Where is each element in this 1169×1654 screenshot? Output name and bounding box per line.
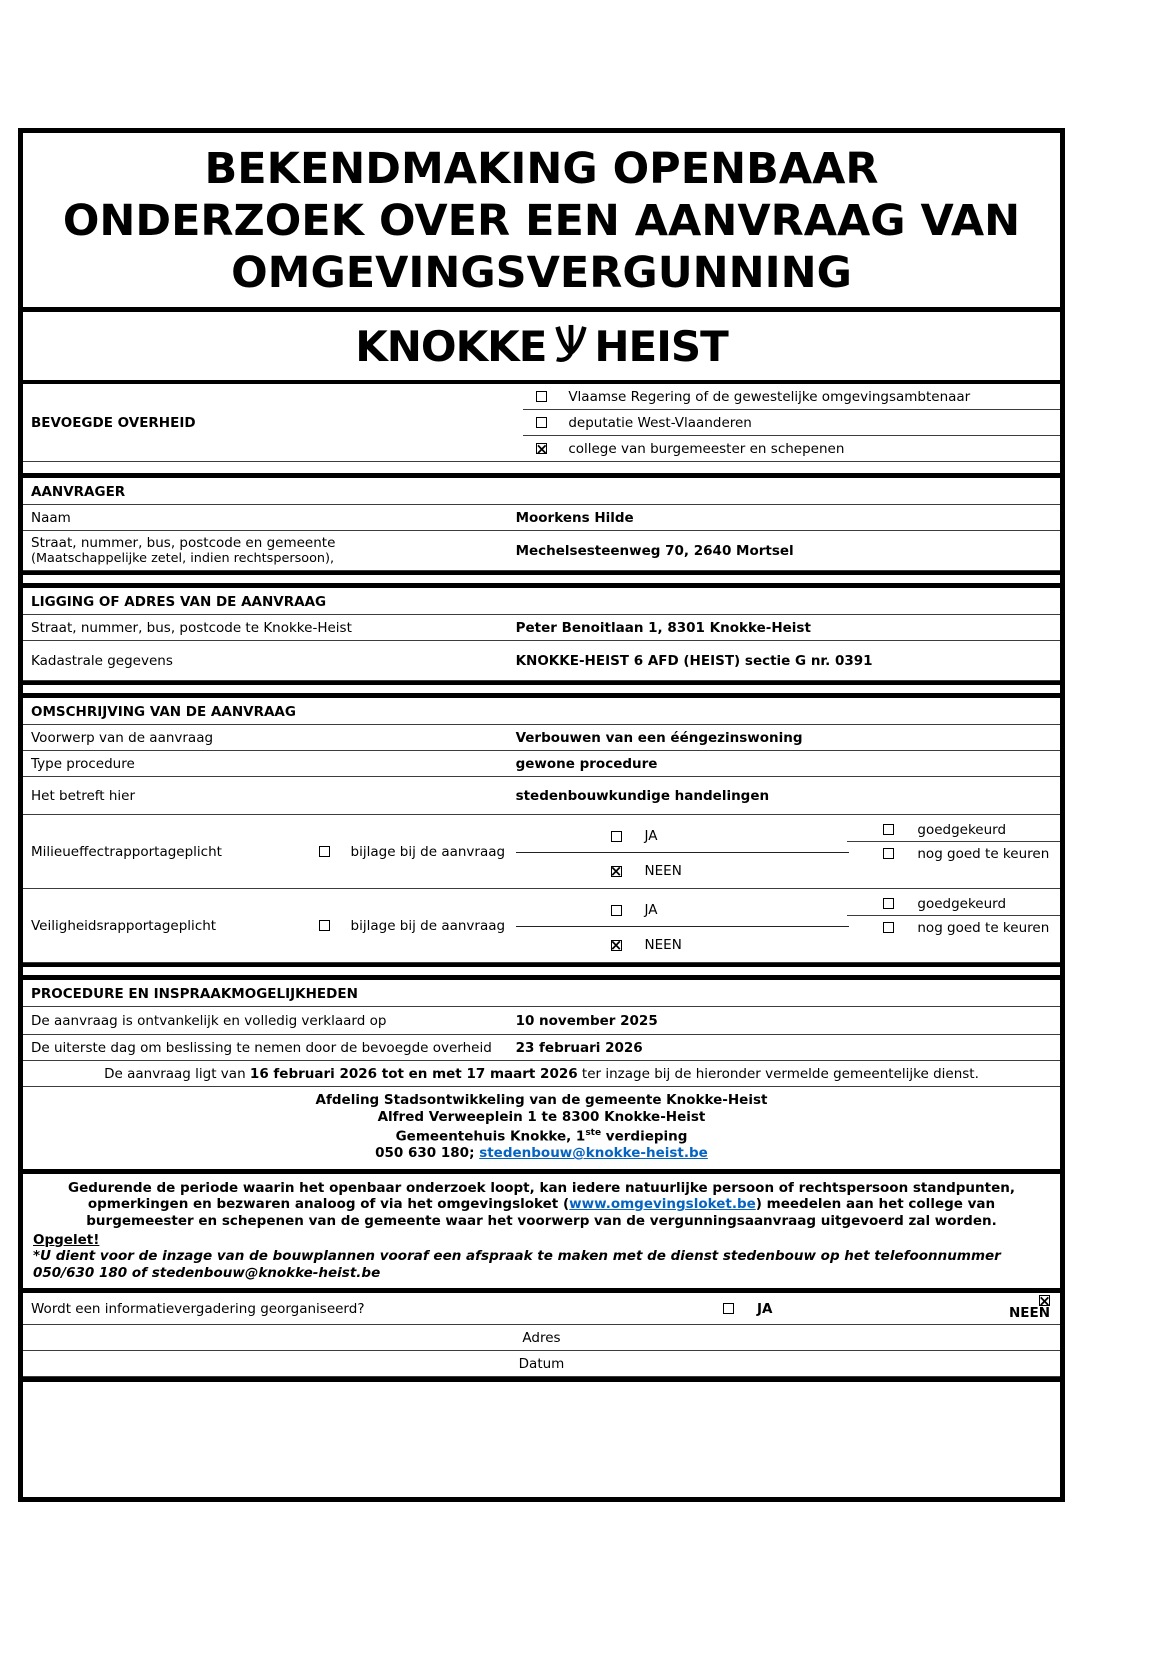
- knokke-heist-logo-icon: [550, 324, 592, 374]
- field-value: stedenbouwkundige handelingen: [515, 787, 770, 804]
- checkbox-option: [611, 902, 848, 918]
- checkbox-option: [1009, 1293, 1060, 1324]
- field-value: 10 november 2025: [515, 1012, 658, 1029]
- paragraph-part: Gedurende de periode waarin het openbaar onderzoek loopt, kan iedere natuurlijke persoon of rechtspersoon standpunten, opmerkingen en bezwaren analoog of via het omgevingsloket (: [67, 1179, 1016, 1212]
- inspraak-block: [23, 1169, 1060, 1294]
- field-label-line: Straat, nummer, bus, postcode en gemeente: [31, 535, 336, 551]
- superscript: ste: [585, 1128, 602, 1138]
- phone-number: 050 630 180;: [375, 1145, 480, 1161]
- checkbox-option: [847, 894, 1060, 913]
- field-label: Naam: [31, 509, 71, 526]
- veiligheid-noggoed-checkbox[interactable]: [883, 922, 894, 933]
- empty-section: [23, 1377, 1060, 1497]
- title-line: ONDERZOEK OVER EEN AANVRAAG VAN: [62, 196, 1021, 246]
- table-row: [23, 751, 1060, 777]
- datum-label: Datum: [518, 1355, 565, 1372]
- field-value: 23 februari 2026: [515, 1039, 643, 1056]
- informatievergadering-row: [23, 1293, 1060, 1325]
- field-value: Moorkens Hilde: [515, 509, 634, 526]
- title-line: OMGEVINGSVERGUNNING: [231, 248, 852, 298]
- inzage-period-row: [23, 1061, 1060, 1087]
- field-label: Voorwerp van de aanvraag: [31, 729, 214, 746]
- document-title: [23, 133, 1060, 312]
- checkbox-option: [723, 1293, 772, 1324]
- paragraph-part: ) meedelen aan het college van burgemeester en schepenen van de gemeente waar het voorwerp van de vergunningsaanvraag uitgevoerd zal worden.: [86, 1196, 997, 1229]
- option-label: deputatie West-Vlaanderen: [568, 414, 752, 431]
- section-spacer: [23, 963, 1060, 980]
- title-line: BEKENDMAKING OPENBAAR: [204, 144, 879, 194]
- inzage-prefix: De aanvraag ligt van: [104, 1065, 250, 1082]
- dienst-line: Alfred Verweeplein 1 te 8300 Knokke-Heist: [377, 1108, 706, 1125]
- milieueffect-ja-checkbox[interactable]: [611, 831, 622, 842]
- table-row: [23, 505, 1060, 531]
- divider: [847, 915, 1060, 916]
- dienst-line: Afdeling Stadsontwikkeling van de gemeente Knokke-Heist: [315, 1092, 768, 1108]
- section-header-procedure: PROCEDURE EN INSPRAAKMOGELIJKHEDEN: [23, 980, 1060, 1007]
- veiligheid-bijlage-checkbox[interactable]: [319, 920, 330, 931]
- dienst-line-part: verdieping: [601, 1128, 688, 1145]
- option-label: goedgekeurd: [917, 821, 1007, 838]
- table-row: [23, 641, 1060, 681]
- adres-label: Adres: [522, 1329, 561, 1346]
- option-label: nog goed te keuren: [917, 919, 1050, 936]
- college-checkbox[interactable]: [536, 443, 547, 454]
- table-row: [23, 531, 1060, 571]
- stedenbouw-email-link[interactable]: stedenbouw@knokke-heist.be: [479, 1145, 708, 1161]
- logo-text-left: KNOKKE: [355, 321, 547, 371]
- bijlage-label: bijlage bij de aanvraag: [350, 843, 506, 860]
- adres-row: [23, 1325, 1060, 1351]
- field-value: Peter Benoitlaan 1, 8301 Knokke-Heist: [515, 619, 811, 636]
- field-label-line: (Maatschappelijke zetel, indien rechtspersoon),: [31, 551, 335, 566]
- section-spacer: [23, 681, 1060, 698]
- rapportage-row-veiligheid: [23, 889, 1060, 963]
- field-label: Kadastrale gegevens: [31, 652, 173, 669]
- bijlage-label: bijlage bij de aanvraag: [350, 917, 506, 934]
- municipality-logo: [23, 312, 1060, 384]
- checkbox-option: [847, 918, 1060, 937]
- checkbox-option: [611, 863, 848, 879]
- section-spacer: [23, 571, 1060, 588]
- inzage-dates: 16 februari 2026 tot en met 17 maart 2026: [249, 1065, 578, 1082]
- infovergadering-ja-checkbox[interactable]: [723, 1303, 734, 1314]
- option-label: JA: [756, 1300, 773, 1317]
- table-row: [23, 1007, 1060, 1035]
- option-label: JA: [644, 828, 658, 844]
- milieueffect-noggoed-checkbox[interactable]: [883, 848, 894, 859]
- inspraak-paragraph: [33, 1180, 1050, 1230]
- field-label: De aanvraag is ontvankelijk en volledig verklaard op: [31, 1012, 387, 1029]
- inzage-suffix: ter inzage bij de hieronder vermelde gemeentelijke dienst.: [577, 1065, 979, 1082]
- veiligheid-ja-checkbox[interactable]: [611, 905, 622, 916]
- option-label: NEEN: [644, 937, 682, 953]
- milieueffect-goedgekeurd-checkbox[interactable]: [883, 824, 894, 835]
- option-label: NEEN: [1008, 1305, 1050, 1321]
- option-label: JA: [644, 902, 658, 918]
- field-value: Verbouwen van een ééngezinswoning: [515, 729, 803, 746]
- option-label: Vlaamse Regering of de gewestelijke omgevingsambtenaar: [568, 388, 971, 405]
- omgevingsloket-link[interactable]: www.omgevingsloket.be: [569, 1196, 756, 1212]
- checkbox-option: [23, 436, 1060, 461]
- field-label: Milieueffectrapportageplicht: [31, 843, 222, 860]
- field-value: KNOKKE-HEIST 6 AFD (HEIST) sectie G nr. 0391: [515, 652, 873, 669]
- datum-row: [23, 1351, 1060, 1377]
- deputatie-checkbox[interactable]: [536, 417, 547, 428]
- dienst-contact-line: [31, 1145, 1052, 1162]
- checkbox-option: [611, 937, 848, 953]
- question-label: Wordt een informatievergadering georganiseerd?: [31, 1300, 365, 1317]
- field-value: gewone procedure: [515, 755, 658, 772]
- inzage-text: [104, 1066, 979, 1082]
- field-label: Het betreft hier: [31, 787, 136, 804]
- checkbox-option: [847, 844, 1060, 863]
- gemeentelijke-dienst-block: [23, 1087, 1060, 1169]
- option-label: nog goed te keuren: [917, 845, 1050, 862]
- option-label: college van burgemeester en schepenen: [568, 440, 845, 457]
- section-header-aanvrager: AANVRAGER: [23, 478, 1060, 505]
- checkbox-option: [611, 828, 848, 844]
- dienst-line: [31, 1125, 1052, 1145]
- milieueffect-neen-checkbox[interactable]: [611, 866, 622, 877]
- veiligheid-goedgekeurd-checkbox[interactable]: [883, 898, 894, 909]
- section-header-ligging: LIGGING OF ADRES VAN DE AANVRAAG: [23, 588, 1060, 615]
- milieueffect-bijlage-checkbox[interactable]: [319, 846, 330, 857]
- section-label: BEVOEGDE OVERHEID: [31, 414, 196, 431]
- field-label: Straat, nummer, bus, postcode te Knokke-Heist: [31, 619, 352, 636]
- checkbox-option: [847, 820, 1060, 839]
- field-label: De uiterste dag om beslissing te nemen door de bevoegde overheid: [31, 1039, 492, 1056]
- field-value: Mechelsesteenweg 70, 2640 Mortsel: [515, 542, 794, 559]
- option-label: NEEN: [644, 863, 682, 879]
- leader-line: [516, 852, 850, 853]
- table-row: [23, 1035, 1060, 1061]
- section-spacer: [23, 461, 1060, 478]
- field-label: Type procedure: [31, 755, 135, 772]
- field-label: [23, 532, 516, 569]
- vlaamse-regering-checkbox[interactable]: [536, 391, 547, 402]
- option-label: goedgekeurd: [917, 895, 1007, 912]
- rapportage-row-milieueffect: [23, 815, 1060, 889]
- checkbox-option: [23, 384, 1060, 409]
- appointment-note: *U dient voor de inzage van de bouwplannen vooraf een afspraak te maken met de dienst stedenbouw op het telefoonnummer 050/630 180 of stedenbouw@knokke-heist.be: [33, 1248, 1001, 1281]
- logo-text-right: HEIST: [594, 321, 728, 371]
- section-header-omschrijving: OMSCHRIJVING VAN DE AANVRAAG: [23, 698, 1060, 725]
- veiligheid-neen-checkbox[interactable]: [611, 940, 622, 951]
- dienst-line-part: Gemeentehuis Knokke, 1: [395, 1128, 586, 1145]
- field-label: Veiligheidsrapportageplicht: [31, 917, 217, 934]
- leader-line: [516, 926, 850, 927]
- table-row: [23, 615, 1060, 641]
- section-bevoegde-overheid: [23, 384, 1060, 461]
- divider: [847, 841, 1060, 842]
- opgelet-label: Opgelet!: [33, 1232, 100, 1248]
- document-table: [18, 128, 1065, 1502]
- table-row: [23, 777, 1060, 815]
- table-row: [23, 725, 1060, 751]
